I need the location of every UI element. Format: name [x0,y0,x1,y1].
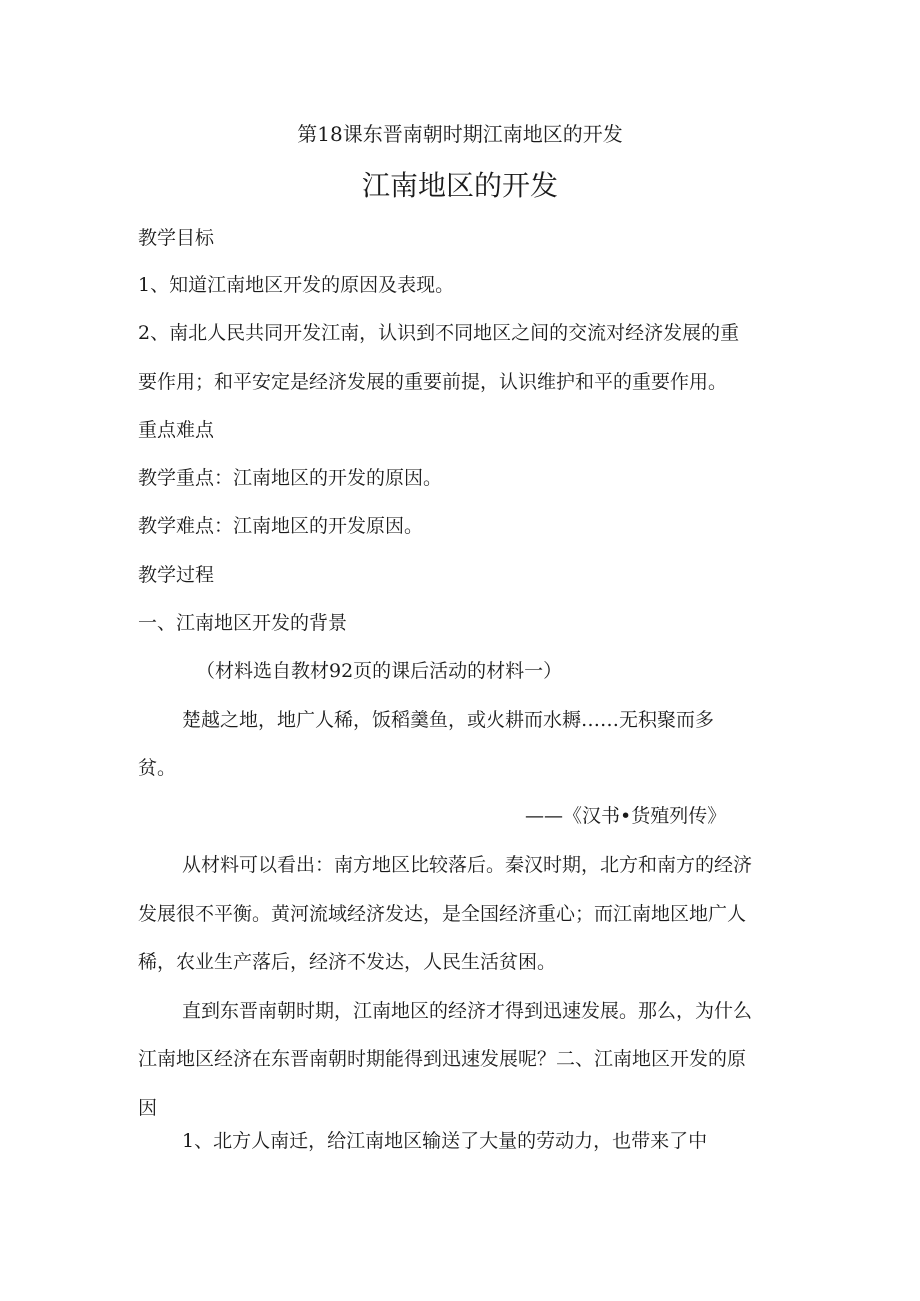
heading-teaching-goals: 教学目标 [138,227,215,249]
difficult-point: 教学难点：江南地区的开发原因。 [138,515,424,537]
analysis-line-1: 从材料可以看出：南方地区比较落后。秦汉时期，北方和南方的经济 [182,854,753,876]
analysis-line-3: 稀，农业生产落后，经济不发达，人民生活贫困。 [138,951,557,973]
reason-1: 1、北方人南迁，给江南地区输送了大量的劳动力，也带来了中 [182,1130,708,1152]
goal-2-line-1: 2、南北人民共同开发江南，认识到不同地区之间的交流对经济发展的重 [138,322,740,344]
section-one-heading: 一、江南地区开发的背景 [138,612,348,634]
transition-line-2: 江南地区经济在东晋南朝时期能得到迅速发展呢？二、江南地区开发的原 [138,1048,747,1070]
heading-key-points: 重点难点 [138,419,215,441]
quote-line-2: 贫。 [138,757,177,779]
quote-line-1: 楚越之地，地广人稀，饭稻羹鱼，或火耕而水耨……无积聚而多 [182,709,715,731]
key-point: 教学重点：江南地区的开发的原因。 [138,467,443,489]
transition-line-1: 直到东晋南朝时期，江南地区的经济才得到迅速发展。那么，为什么 [182,1000,753,1022]
analysis-line-2: 发展很不平衡。黄河流域经济发达，是全国经济重心；而江南地区地广人 [138,903,747,925]
heading-teaching-process: 教学过程 [138,564,215,586]
goal-1: 1、知道江南地区开发的原因及表现。 [138,274,455,296]
section-title: 江南地区的开发 [361,169,558,202]
transition-line-3: 因 [138,1097,158,1119]
quote-citation: ——《汉书•货殖列传》 [525,805,727,827]
material-source-note: （材料选自教材92页的课后活动的材料一） [196,660,563,682]
goal-2-line-2: 要作用；和平安定是经济发展的重要前提，认识维护和平的重要作用。 [138,371,728,393]
lesson-title: 第18课东晋南朝时期江南地区的开发 [297,122,623,146]
